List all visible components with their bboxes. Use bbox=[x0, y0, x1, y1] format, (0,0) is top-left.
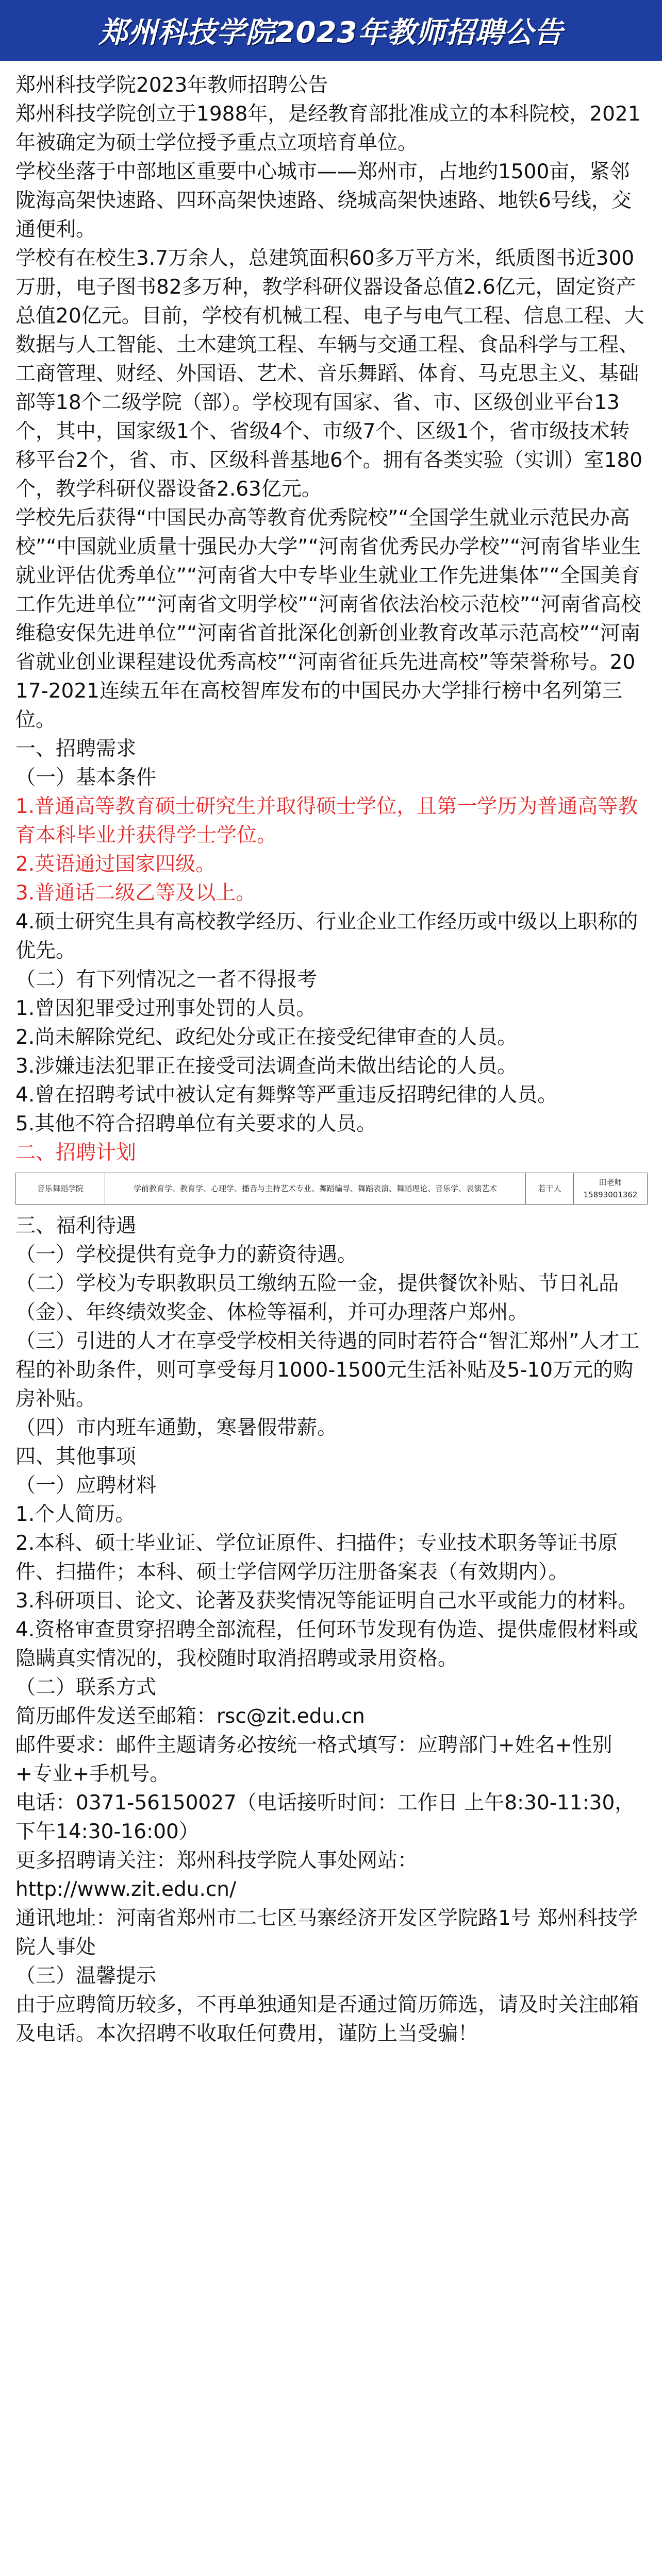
benefit-item-1: （一）学校提供有竞争力的薪资待遇。 bbox=[15, 1243, 358, 1266]
contact-phone: 15893001362 bbox=[583, 1190, 638, 1199]
section-heading-benefits: 三、福利待遇 bbox=[15, 1214, 137, 1238]
condition-item-3: 3.普通话二级乙等及以上。 bbox=[15, 882, 256, 905]
website-link[interactable]: http://www.zit.edu.cn/ bbox=[15, 1878, 237, 1901]
contact-phone-line: 电话：0371-56150027（电话接听时间：工作日 上午8:30-11:30，下午14:30-16:00） bbox=[15, 1791, 635, 1843]
exclusion-item-5: 5.其他不符合招聘单位有关要求的人员。 bbox=[15, 1112, 377, 1136]
benefit-item-4: （四）市内班车通勤，寒暑假带薪。 bbox=[15, 1416, 338, 1439]
material-item-1: 1.个人简历。 bbox=[15, 1503, 136, 1526]
condition-item-2: 2.英语通过国家四级。 bbox=[15, 853, 216, 876]
table-cell-count: 若干人 bbox=[526, 1173, 574, 1205]
article-heading: 郑州科技学院2023年教师招聘公告 bbox=[15, 74, 328, 97]
website-intro: 更多招聘请关注：郑州科技学院人事处网站： bbox=[15, 1849, 418, 1872]
subheading-contact: （二）联系方式 bbox=[15, 1676, 157, 1699]
material-item-4: 4.资格审查贯穿招聘全部流程，任何环节发现有伪造、提供虚假材料或隐瞒真实情况的，我校随时取消招聘或录用资格。 bbox=[15, 1618, 638, 1670]
material-item-2: 2.本科、硕士毕业证、学位证原件、扫描件；专业技术职务等证书原件、扫描件；本科、硕士学信网学历注册备案表（有效期内）。 bbox=[15, 1532, 618, 1584]
table-cell-unit: 音乐舞蹈学院 bbox=[16, 1173, 105, 1205]
mailing-address: 通讯地址：河南省郑州市二七区马寨经济开发区学院路1号 郑州科技学院人事处 bbox=[15, 1907, 638, 1959]
subheading-basic-conditions: （一）基本条件 bbox=[15, 766, 157, 789]
recruitment-plan-table-wrap bbox=[15, 1173, 648, 1205]
section-heading-recruitment-needs: 一、招聘需求 bbox=[15, 737, 137, 760]
honors-paragraph: 学校先后获得“中国民办高等教育优秀院校”“全国学生就业示范民办高校”“中国就业质量十强民办大学”“河南省优秀民办学校”“河南省毕业生就业评估优秀单位”“河南省大中专毕业生就业工作先进集体”“全国美育工作先进单位”“河南省文明学校”“河南省依法治校示范校”“河南省高校维稳安保先进单位”“河南省首批深化创新创业教育改革示范高校”“河南省就业创业课程建设优秀高校”“河南省征兵先进高校”等荣誉称号。2017-2021连续五年在高校智库发布的中国民办大学排行榜中名列第三位。 bbox=[15, 506, 641, 732]
recruitment-plan-table bbox=[15, 1173, 648, 1205]
subheading-materials: （一）应聘材料 bbox=[15, 1474, 157, 1497]
email-requirements: 邮件要求：邮件主题请务必按统一格式填写：应聘部门+姓名+性别+专业+手机号。 bbox=[15, 1734, 613, 1786]
subheading-exclusions: （二）有下列情况之一者不得报考 bbox=[15, 968, 318, 991]
contact-email[interactable]: 简历邮件发送至邮箱：rsc@zit.edu.cn bbox=[15, 1705, 365, 1728]
exclusion-item-4: 4.曾在招聘考试中被认定有舞弊等严重违反招聘纪律的人员。 bbox=[15, 1083, 558, 1107]
section-heading-other: 四、其他事项 bbox=[15, 1445, 137, 1468]
material-item-3: 3.科研项目、论文、论著及获奖情况等能证明自己水平或能力的材料。 bbox=[15, 1589, 638, 1613]
reminder-text: 由于应聘简历较多，不再单独通知是否通过简历筛选，请及时关注邮箱及电话。本次招聘不收取任何费用，谨防上当受骗！ bbox=[15, 1993, 639, 2045]
condition-item-4: 4.硕士研究生具有高校教学经历、行业企业工作经历或中级以上职称的优先。 bbox=[15, 910, 638, 962]
section-heading-recruitment-plan: 二、招聘计划 bbox=[15, 1141, 137, 1164]
exclusion-item-3: 3.涉嫌违法犯罪正在接受司法调查尚未做出结论的人员。 bbox=[15, 1055, 518, 1078]
condition-item-1: 1.普通高等教育硕士研究生并取得硕士学位，且第一学历为普通高等教育本科毕业并获得学士学位。 bbox=[15, 795, 638, 847]
exclusion-item-2: 2.尚未解除党纪、政纪处分或正在接受纪律审查的人员。 bbox=[15, 1026, 518, 1049]
contact-name: 田老师 bbox=[599, 1178, 622, 1187]
location-paragraph: 学校坐落于中部地区重要中心城市——郑州市，占地约1500亩，紧邻陇海高架快速路、四环高架快速路、绕城高架快速路、地铁6号线，交通便利。 bbox=[15, 160, 632, 241]
table-cell-majors: 学前教育学、教育学、心理学、播音与主持艺术专业、舞蹈编导、舞蹈表演、舞蹈理论、音乐学、表演艺术 bbox=[105, 1173, 526, 1205]
banner-title: 郑州科技学院2023年教师招聘公告 bbox=[98, 16, 564, 49]
article-body bbox=[0, 61, 662, 2048]
benefit-item-2: （二）学校为专职教职员工缴纳五险一金，提供餐饮补贴、节日礼品（金）、年终绩效奖金、体检等福利，并可办理落户郑州。 bbox=[15, 1272, 619, 1324]
benefit-item-3: （三）引进的人才在享受学校相关待遇的同时若符合“智汇郑州”人才工程的补助条件，则可享受每月1000-1500元生活补贴及5-10万元的购房补贴。 bbox=[15, 1330, 640, 1411]
intro-paragraph: 郑州科技学院创立于1988年，是经教育部批准成立的本科院校，2021年被确定为硕士学位授予重点立项培育单位。 bbox=[15, 103, 641, 155]
table-row bbox=[16, 1173, 648, 1205]
subheading-reminder: （三）温馨提示 bbox=[15, 1964, 157, 1988]
exclusion-item-1: 1.曾因犯罪受过刑事处罚的人员。 bbox=[15, 997, 317, 1020]
title-banner bbox=[0, 0, 662, 61]
table-cell-contact bbox=[574, 1173, 648, 1205]
scale-paragraph: 学校有在校生3.7万余人，总建筑面积60多万平方米，纸质图书近300万册，电子图书82多万种，教学科研仪器设备总值2.6亿元，固定资产总值20亿元。目前，学校有机械工程、电子与电气工程、信息工程、大数据与人工智能、土木建筑工程、车辆与交通工程、食品科学与工程、工商管理、财经、外国语、艺术、音乐舞蹈、体育、马克思主义、基础部等18个二级学院（部）。学校现有国家、省、市、区级创业平台13个，其中，国家级1个、省级4个、市级7个、区级1个，省市级技术转移平台2个，省、市、区级科普基地6个。拥有各类实验（实训）室180个，教学科研仪器设备2.63亿元。 bbox=[15, 247, 644, 501]
